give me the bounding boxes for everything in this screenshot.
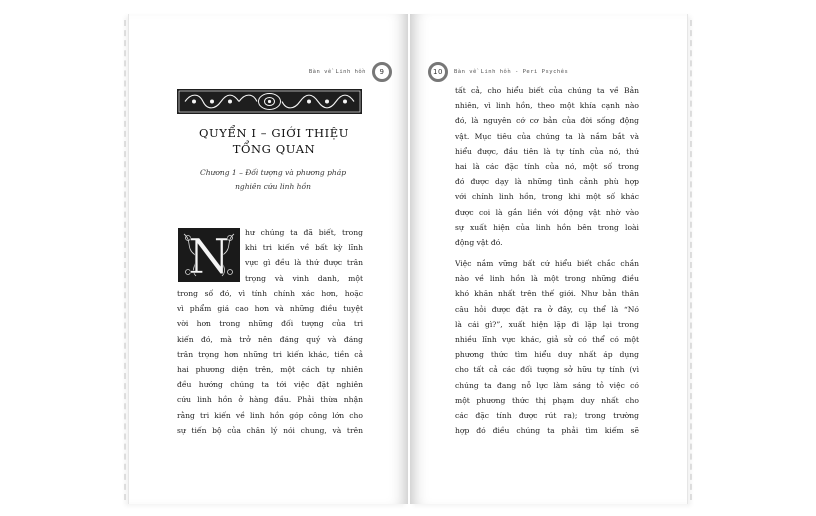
text-line: nào về linh hồn là một trong những điều [455, 274, 639, 284]
text-line: Việc nắm vững bất cứ hiểu biết chắc chắn [455, 259, 639, 269]
text-line: trân trọng hơn những tri kiến khác, tiền cả [177, 349, 363, 359]
text-line: chúng ta đang nỗ lực làm sáng tỏ việc có [455, 380, 639, 390]
left-running-head-text: Bàn về Linh hồn [308, 69, 366, 75]
right-page-number: 10 [428, 62, 448, 82]
text-line: các đặc tính được rút ra); trong trường [455, 410, 639, 420]
text-line: vực gì đều là thứ được trân [245, 258, 363, 268]
drop-cap-letter: N [188, 229, 230, 282]
text-line: vời hơn trong những đối tượng của tri [177, 319, 363, 329]
right-page-edge [690, 20, 692, 500]
text-line: với chính linh hồn, trong khi một số khác [455, 192, 639, 202]
opening-paragraph-indented [245, 225, 363, 286]
text-line: trọng và vinh danh, một [245, 273, 363, 283]
text-line: nhiên, vì linh hồn, theo một khía cạnh nào [455, 101, 639, 111]
text-line: khó khăn nhất trên thế giới. Như bản thân [455, 289, 639, 299]
right-running-head [428, 62, 568, 82]
text-line: cứu linh hồn ở hàng đầu. Phải thừa nhận [177, 395, 363, 405]
text-line: là cái gì?”, xuất hiện lặp đi lặp lại trong [455, 319, 639, 329]
text-line: một phương thức thị phạm duy nhất cho [455, 395, 639, 405]
right-page [410, 14, 688, 504]
text-line: kiến đó, mà trở nên đáng quý và đáng [177, 334, 363, 344]
book-title: QUYỂN I – GIỚI THIỆU TỔNG QUAN [198, 126, 350, 156]
chapter-title: Chương 1 – Đối tượng và phương pháp nghiên cứu linh hồn [199, 168, 346, 191]
text-line: sự xuất hiện của linh hồn bên trong loài [455, 222, 639, 232]
body-text [455, 83, 639, 438]
text-line: phương thức tìm hiểu duy nhất áp dụng [455, 350, 639, 360]
opening-paragraph-body [177, 286, 363, 438]
left-page-number: 9 [372, 62, 392, 82]
drop-cap [178, 228, 240, 282]
text-line: đó được dạy là những tình cảnh phù hợp [455, 177, 639, 187]
text-line: hợp đó điều chúng ta phải tìm kiếm sẽ [455, 426, 639, 436]
left-page-edge [124, 20, 126, 500]
text-line: được coi là gắn liền với động vật nhờ vào [455, 207, 639, 217]
text-line: rằng tri kiến về linh hồn góp công lớn cho [177, 410, 363, 420]
text-line: sự tiến bộ của chân lý nói chung, và trên [177, 425, 363, 435]
text-line: hai là các đặc tính của nó, một số trong [455, 161, 639, 171]
text-line: vật. Mục tiêu của chúng ta là nắm bắt và [455, 131, 639, 141]
text-line: khi tri kiến về bất kỳ lĩnh [245, 243, 363, 253]
text-line: nhiều lĩnh vực khác, giả sử có thể có một [455, 335, 639, 344]
text-line: vì phẩm giá cao hơn và những điều tuyệt [177, 304, 363, 314]
text-line: hư chúng ta đã biết, trong [245, 228, 363, 237]
text-line: hai phương diện trên, một cách tự nhiên [177, 364, 363, 374]
text-line: đều hướng chúng ta tới việc đặt nghiên [177, 380, 363, 390]
left-running-head [309, 62, 392, 82]
text-line: trong số đó, vì tính chính xác hơn, hoặc [177, 289, 363, 298]
text-line: đó, là nguyên cớ cơ bản của đời sống động [455, 116, 639, 126]
text-line: tất cả, cho hiểu biết của chúng ta về Bản [455, 86, 639, 95]
text-line: câu hỏi được đặt ra ở đây, cụ thể là “Nó [455, 304, 639, 314]
left-page [128, 14, 408, 504]
ornamental-header-band [177, 89, 362, 114]
text-line: cho tất cả các đối tượng sở hữu tự tính (vì [455, 365, 639, 375]
right-running-head-text: Bàn về Linh hồn - Peri Psychês [454, 69, 569, 75]
text-line: hiểu được, đầu tiên là tự tính của nó, thứ [455, 146, 639, 156]
text-line: động vật đó. [455, 237, 503, 247]
